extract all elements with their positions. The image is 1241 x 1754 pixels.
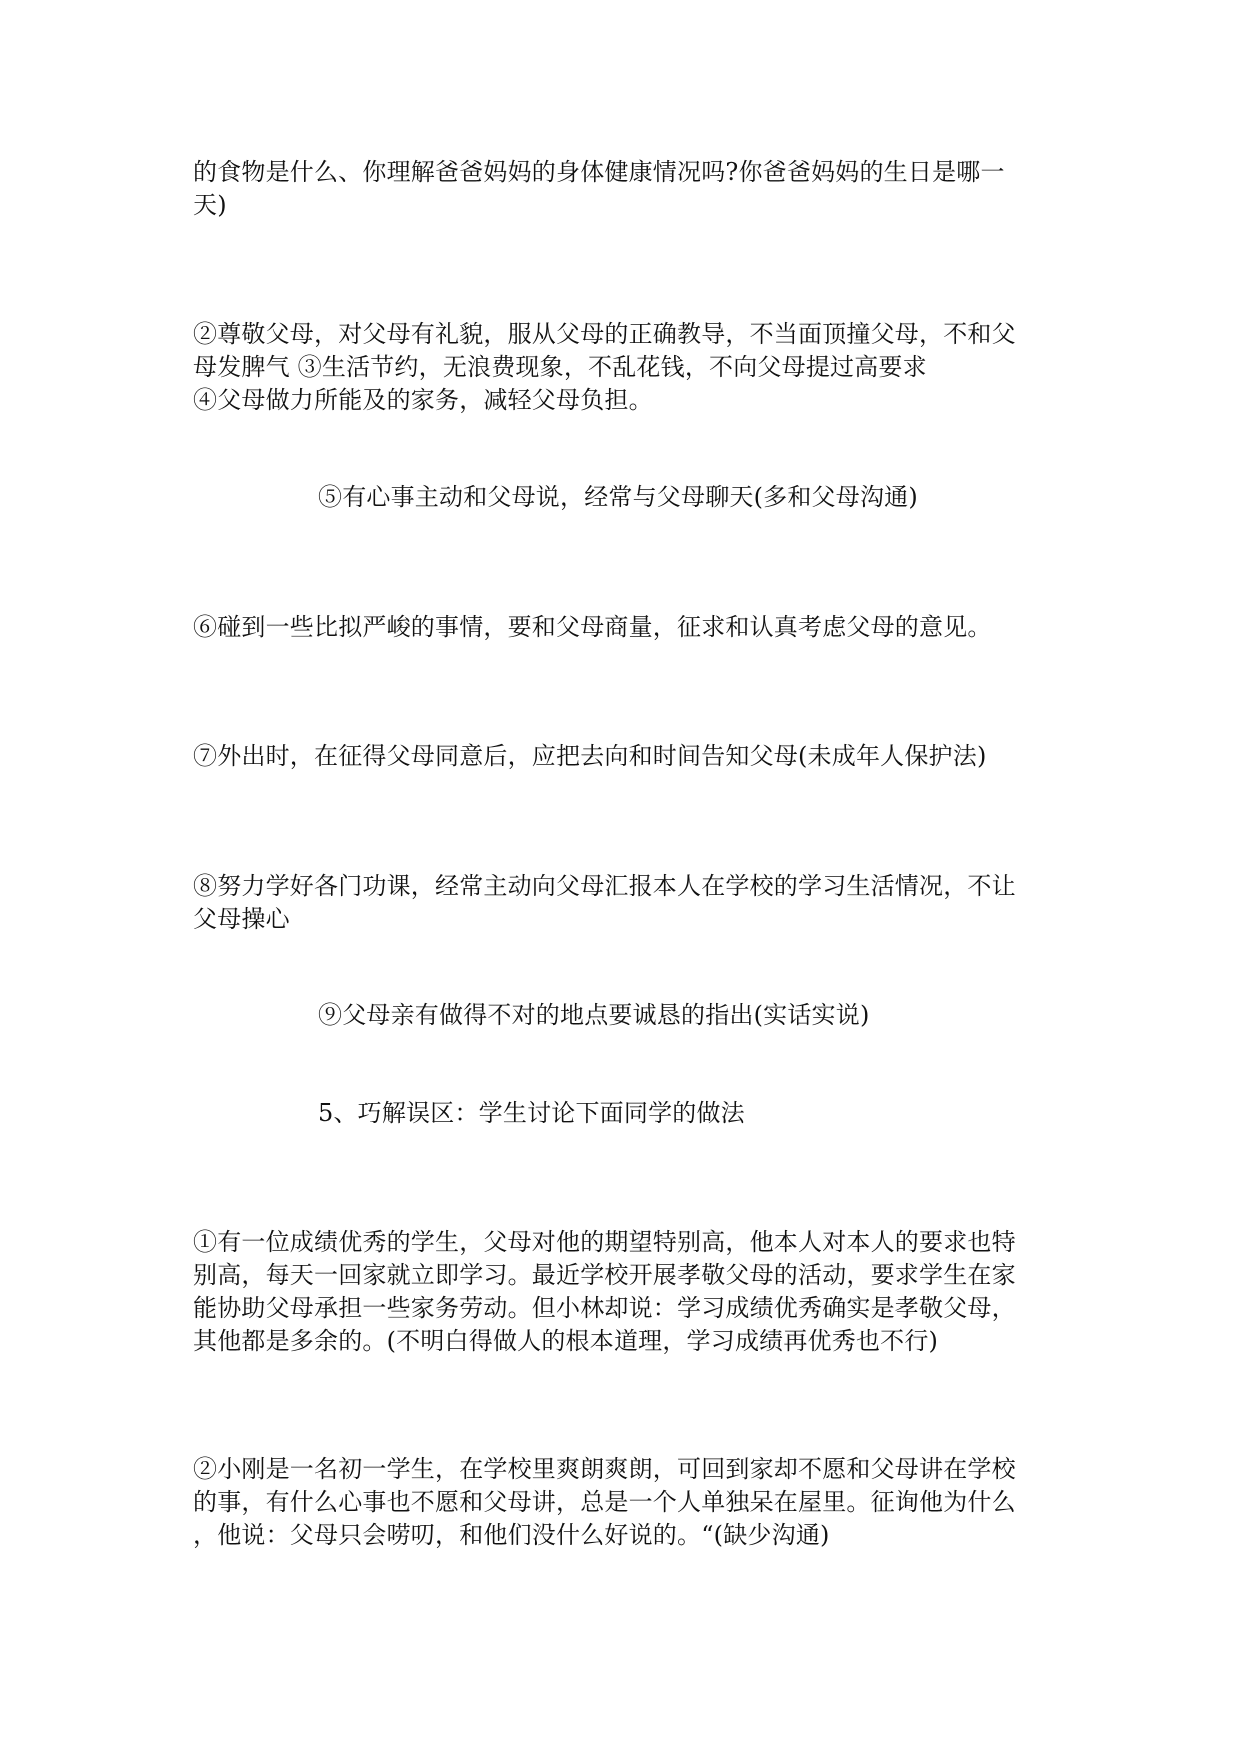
section-heading: 5、巧解误区：学生讨论下面同学的做法 [318,1099,745,1127]
paragraph-line: 父母操心 [193,905,290,933]
paragraph-line: ，他说：父母只会唠叨，和他们没什么好说的。“(缺少沟通) [193,1521,830,1549]
paragraph-line: ②尊敬父母，对父母有礼貌，服从父母的正确教导，不当面顶撞父母，不和父 [193,320,1016,348]
paragraph-line: 别高，每天一回家就立即学习。最近学校开展孝敬父母的活动，要求学生在家 [193,1261,1016,1289]
paragraph-line: ⑦外出时，在征得父母同意后，应把去向和时间告知父母(未成年人保护法) [193,742,987,770]
paragraph-line: 母发脾气 ③生活节约，无浪费现象，不乱花钱，不向父母提过高要求 [193,353,927,381]
paragraph-line: ②小刚是一名初一学生，在学校里爽朗爽朗，可回到家却不愿和父母讲在学校 [193,1455,1016,1483]
paragraph-line: ⑨父母亲有做得不对的地点要诚恳的指出(实话实说) [318,1001,870,1029]
paragraph-line: 其他都是多余的。(不明白得做人的根本道理，学习成绩再优秀也不行) [193,1327,939,1355]
paragraph-line: 能协助父母承担一些家务劳动。但小林却说：学习成绩优秀确实是孝敬父母， [193,1294,1016,1322]
paragraph-line: ①有一位成绩优秀的学生，父母对他的期望特别高，他本人对本人的要求也特 [193,1228,1016,1256]
paragraph-line: 的食物是什么、你理解爸爸妈妈的身体健康情况吗?你爸爸妈妈的生日是哪一 [193,158,1005,186]
paragraph-line: 的事，有什么心事也不愿和父母讲，总是一个人单独呆在屋里。征询他为什么 [193,1488,1016,1516]
paragraph-line: ⑤有心事主动和父母说，经常与父母聊天(多和父母沟通) [318,483,918,511]
paragraph-line: 天) [193,191,227,219]
paragraph-line: ⑥碰到一些比拟严峻的事情，要和父母商量，征求和认真考虑父母的意见。 [193,613,992,641]
paragraph-line: ⑧努力学好各门功课，经常主动向父母汇报本人在学校的学习生活情况，不让 [193,872,1016,900]
paragraph-line: ④父母做力所能及的家务，减轻父母负担。 [193,386,653,414]
